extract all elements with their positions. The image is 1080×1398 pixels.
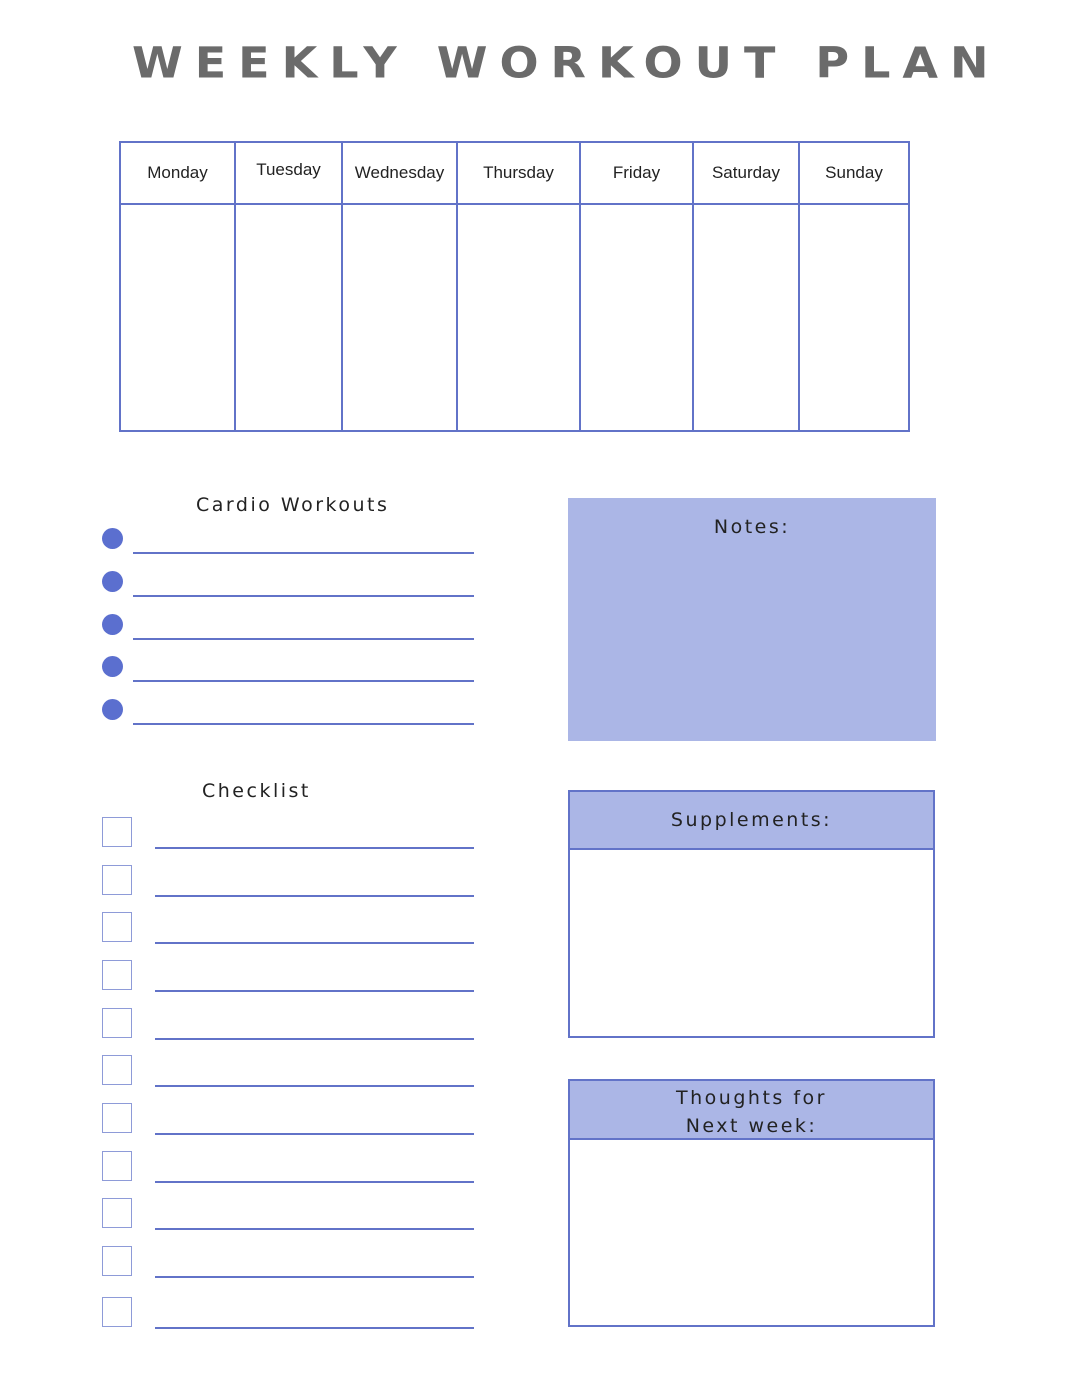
checklist-item[interactable]	[102, 1055, 474, 1089]
write-line[interactable]	[155, 1038, 474, 1040]
write-line[interactable]	[133, 638, 474, 640]
write-line[interactable]	[155, 847, 474, 849]
day-column-saturday[interactable]	[694, 143, 800, 430]
checklist-item[interactable]	[102, 960, 474, 994]
day-header: Saturday	[694, 143, 798, 205]
write-line[interactable]	[133, 552, 474, 554]
page-title: WEEKLY WORKOUT PLAN	[132, 38, 1001, 88]
bullet-icon	[102, 614, 123, 635]
day-header: Wednesday	[343, 143, 456, 205]
checkbox[interactable]	[102, 1246, 132, 1276]
day-column-monday[interactable]	[121, 143, 236, 430]
thoughts-header	[570, 1081, 933, 1140]
write-line[interactable]	[155, 1276, 474, 1278]
checklist-item[interactable]	[102, 1103, 474, 1137]
notes-label: Notes:	[713, 516, 791, 538]
checkbox[interactable]	[102, 1055, 132, 1085]
write-line[interactable]	[155, 1133, 474, 1135]
checkbox[interactable]	[102, 1198, 132, 1228]
write-line[interactable]	[133, 723, 474, 725]
checklist-item[interactable]	[102, 1246, 474, 1280]
checklist-item[interactable]	[102, 865, 474, 899]
day-column-sunday[interactable]	[800, 143, 908, 430]
weekly-schedule-table	[119, 141, 910, 432]
write-line[interactable]	[155, 1085, 474, 1087]
checkbox[interactable]	[102, 912, 132, 942]
day-header: Tuesday	[236, 143, 341, 205]
supplements-label: Supplements:	[670, 809, 833, 831]
cardio-item[interactable]	[102, 614, 474, 640]
day-header: Sunday	[800, 143, 908, 205]
checkbox[interactable]	[102, 960, 132, 990]
checkbox[interactable]	[102, 817, 132, 847]
bullet-icon	[102, 699, 123, 720]
checklist-item[interactable]	[102, 1198, 474, 1232]
bullet-icon	[102, 571, 123, 592]
day-column-thursday[interactable]	[458, 143, 581, 430]
bullet-icon	[102, 528, 123, 549]
checklist-item[interactable]	[102, 1151, 474, 1185]
supplements-box[interactable]	[568, 790, 935, 1038]
write-line[interactable]	[155, 1327, 474, 1329]
thoughts-box[interactable]	[568, 1079, 935, 1327]
write-line[interactable]	[155, 990, 474, 992]
cardio-item[interactable]	[102, 699, 474, 725]
checkbox[interactable]	[102, 1008, 132, 1038]
checkbox[interactable]	[102, 1103, 132, 1133]
thoughts-label-line2: Next week:	[685, 1115, 818, 1137]
checkbox[interactable]	[102, 1151, 132, 1181]
notes-box[interactable]	[568, 498, 936, 741]
write-line[interactable]	[155, 1181, 474, 1183]
checklist-item[interactable]	[102, 817, 474, 851]
write-line[interactable]	[155, 895, 474, 897]
day-header: Thursday	[458, 143, 579, 205]
day-column-tuesday[interactable]	[236, 143, 343, 430]
day-column-wednesday[interactable]	[343, 143, 458, 430]
checklist-heading: Checklist	[202, 780, 311, 802]
write-line[interactable]	[133, 595, 474, 597]
checklist-item[interactable]	[102, 1008, 474, 1042]
bullet-icon	[102, 656, 123, 677]
write-line[interactable]	[155, 1228, 474, 1230]
cardio-heading: Cardio Workouts	[196, 494, 390, 516]
cardio-item[interactable]	[102, 656, 474, 682]
supplements-header	[570, 792, 933, 850]
day-column-friday[interactable]	[581, 143, 694, 430]
checkbox[interactable]	[102, 865, 132, 895]
checkbox[interactable]	[102, 1297, 132, 1327]
checklist-item[interactable]	[102, 912, 474, 946]
cardio-item[interactable]	[102, 528, 474, 554]
day-header: Friday	[581, 143, 692, 205]
day-header: Monday	[121, 143, 234, 205]
write-line[interactable]	[155, 942, 474, 944]
thoughts-label-line1: Thoughts for	[676, 1087, 827, 1109]
checklist-item[interactable]	[102, 1297, 474, 1331]
write-line[interactable]	[133, 680, 474, 682]
cardio-item[interactable]	[102, 571, 474, 597]
